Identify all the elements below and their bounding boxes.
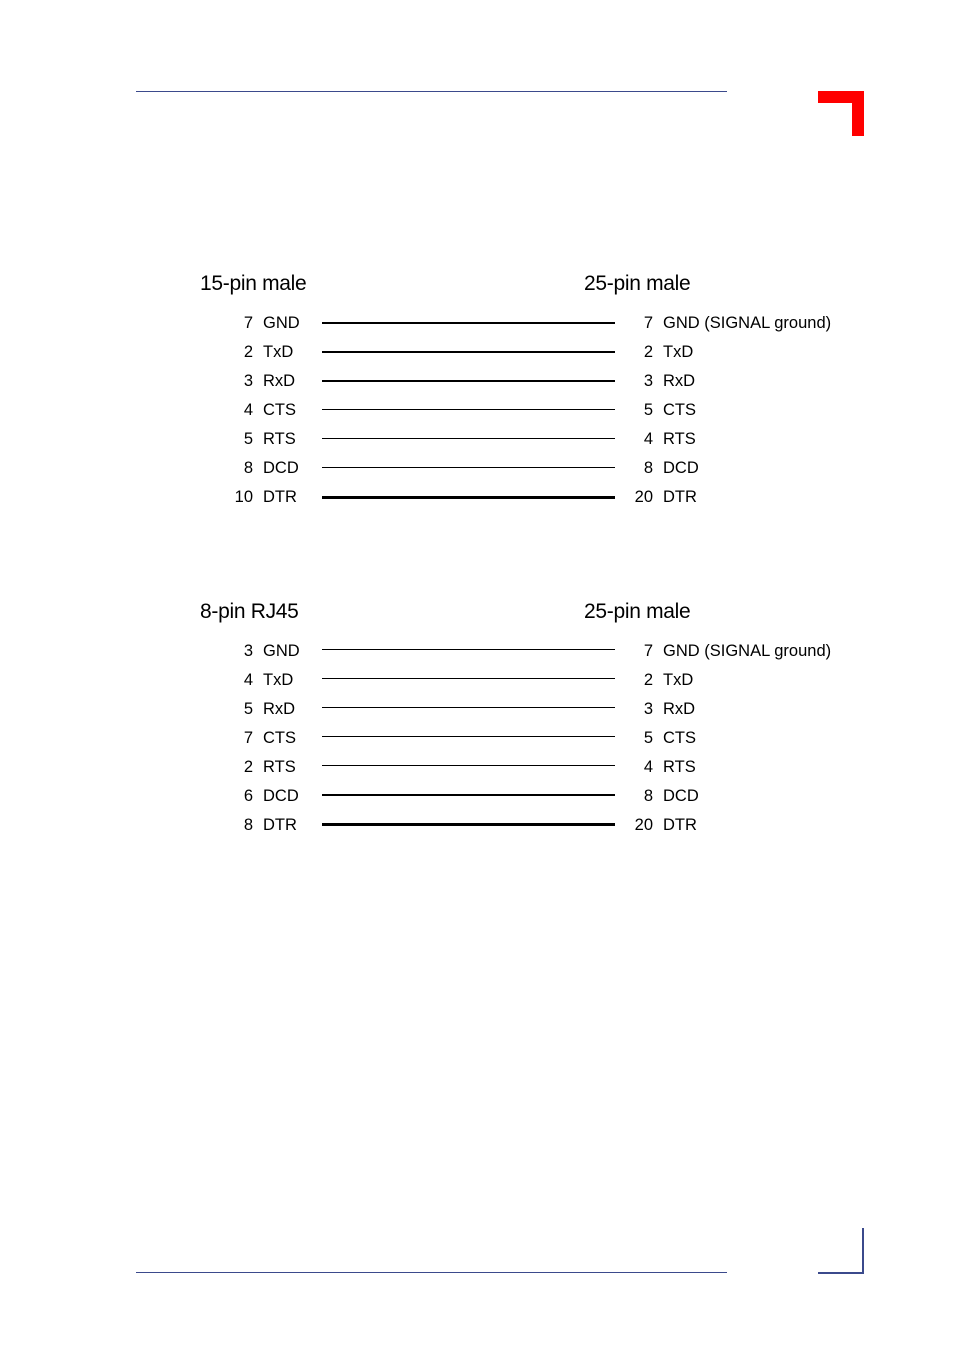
right-pin-number: 7 <box>643 314 653 332</box>
wire-line <box>322 322 615 324</box>
right-pin-number: 7 <box>643 642 653 660</box>
right-signal-name: CTS <box>663 729 696 747</box>
wire-row <box>0 430 954 454</box>
wire-line <box>322 823 615 826</box>
left-pin-number: 8 <box>243 459 253 477</box>
left-pin-number: 7 <box>243 729 253 747</box>
footer-rule <box>136 1272 727 1273</box>
corner-bracket-top-icon <box>817 90 865 138</box>
left-pin-number: 3 <box>243 642 253 660</box>
left-pin-number: 6 <box>243 787 253 805</box>
left-signal-name: CTS <box>263 401 296 419</box>
wire-line <box>322 707 615 708</box>
right-pin-number: 8 <box>643 787 653 805</box>
right-signal-name: CTS <box>663 401 696 419</box>
right-pin-number: 2 <box>643 343 653 361</box>
wire-line <box>322 496 615 499</box>
right-signal-name: RTS <box>663 430 696 448</box>
left-pin-number: 4 <box>243 401 253 419</box>
wire-line <box>322 649 615 650</box>
wire-row <box>0 372 954 396</box>
wire-line <box>322 351 615 353</box>
right-signal-name: DTR <box>663 488 697 506</box>
wire-line <box>322 467 615 468</box>
wire-row <box>0 816 954 840</box>
wire-line <box>322 794 615 796</box>
wire-line <box>322 380 615 382</box>
right-pin-number: 3 <box>643 372 653 390</box>
cable-diagram-rj45-to-25pin <box>0 600 954 850</box>
right-signal-name: TxD <box>663 671 694 689</box>
left-pin-number: 10 <box>234 488 253 506</box>
right-pin-number: 5 <box>643 729 653 747</box>
left-signal-name: RTS <box>263 430 296 448</box>
right-pin-number: 8 <box>643 459 653 477</box>
left-signal-name: RxD <box>263 372 296 390</box>
wire-line <box>322 409 615 410</box>
wire-row <box>0 314 954 338</box>
left-signal-name: CTS <box>263 729 296 747</box>
wire-line <box>322 736 615 737</box>
left-signal-name: TxD <box>263 343 294 361</box>
right-pin-number: 20 <box>634 816 653 834</box>
left-signal-name: DCD <box>263 787 299 805</box>
left-pin-number: 5 <box>243 700 253 718</box>
left-signal-name: TxD <box>263 671 294 689</box>
right-pin-number: 2 <box>643 671 653 689</box>
left-signal-name: GND <box>263 314 300 332</box>
wire-row <box>0 671 954 695</box>
left-signal-name: DCD <box>263 459 299 477</box>
wire-row <box>0 488 954 512</box>
left-signal-name: DTR <box>263 488 297 506</box>
left-pin-number: 2 <box>243 343 253 361</box>
right-signal-name: RxD <box>663 700 696 718</box>
wire-row <box>0 787 954 811</box>
left-signal-name: DTR <box>263 816 297 834</box>
right-signal-name: DCD <box>663 787 699 805</box>
right-pin-number: 4 <box>643 430 653 448</box>
right-signal-name: RxD <box>663 372 696 390</box>
header-rule <box>136 91 727 92</box>
right-pin-number: 3 <box>643 700 653 718</box>
left-pin-number: 4 <box>243 671 253 689</box>
right-pin-number: 20 <box>634 488 653 506</box>
right-pin-number: 4 <box>643 758 653 776</box>
wire-line <box>322 438 615 439</box>
right-signal-name: GND (SIGNAL ground) <box>663 314 832 332</box>
right-pin-number: 5 <box>643 401 653 419</box>
left-pin-number: 8 <box>243 816 253 834</box>
left-pin-number: 3 <box>243 372 253 390</box>
left-pin-number: 5 <box>243 430 253 448</box>
cable-diagram-15pin-to-25pin <box>0 272 954 522</box>
left-pin-number: 7 <box>243 314 253 332</box>
wire-row <box>0 758 954 782</box>
wire-row <box>0 459 954 483</box>
right-signal-name: GND (SIGNAL ground) <box>663 642 832 660</box>
left-connector-header: 15-pin male <box>200 272 307 295</box>
right-signal-name: DTR <box>663 816 697 834</box>
left-signal-name: RTS <box>263 758 296 776</box>
left-pin-number: 2 <box>243 758 253 776</box>
right-signal-name: TxD <box>663 343 694 361</box>
wire-row <box>0 700 954 724</box>
wire-line <box>322 678 615 679</box>
wire-row <box>0 729 954 753</box>
left-signal-name: RxD <box>263 700 296 718</box>
wire-row <box>0 343 954 367</box>
left-signal-name: GND <box>263 642 300 660</box>
corner-bracket-bottom-icon <box>816 1227 866 1275</box>
wire-row <box>0 401 954 425</box>
right-connector-header: 25-pin male <box>584 272 691 295</box>
wire-line <box>322 765 615 766</box>
wire-row <box>0 642 954 666</box>
right-connector-header: 25-pin male <box>584 600 691 623</box>
right-signal-name: DCD <box>663 459 699 477</box>
left-connector-header: 8-pin RJ45 <box>200 600 299 623</box>
right-signal-name: RTS <box>663 758 696 776</box>
